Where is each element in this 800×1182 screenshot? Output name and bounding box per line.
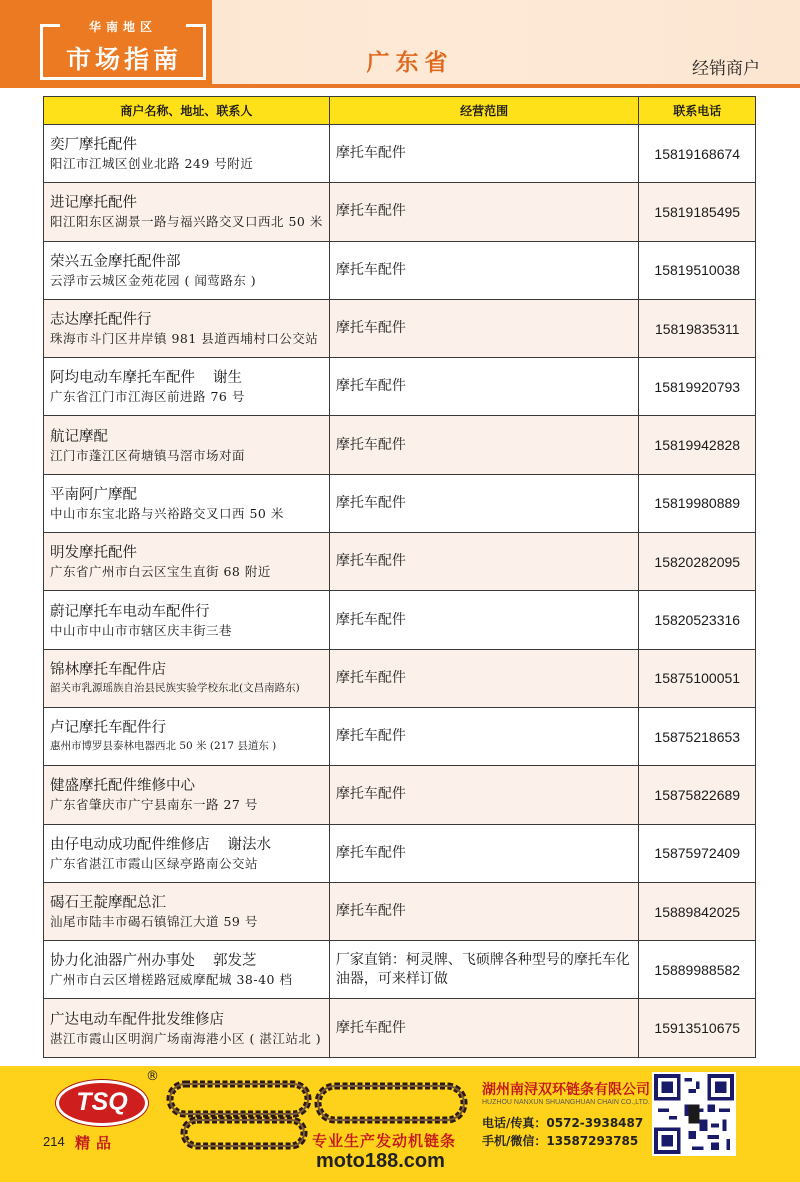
table-row <box>44 882 756 940</box>
merchant-address: 珠海市斗门区井岸镇 981 县道西埔村口公交站 <box>50 331 319 347</box>
merchant-name-text: 协力化油器广州办事处 <box>50 953 195 970</box>
merchant-address: 广东省广州市白云区宝生直街 68 附近 <box>50 564 271 580</box>
phone-number: 15819920793 <box>639 358 756 416</box>
merchant-address: 韶关市乳源瑶族自治县民族实验学校东北(文昌南路东) <box>50 681 300 694</box>
table-row <box>44 707 756 765</box>
phone-number: 15875218653 <box>639 707 756 765</box>
phone-number: 15820523316 <box>639 591 756 649</box>
table-row <box>44 125 756 183</box>
registered-mark: ® <box>146 1069 159 1084</box>
merchant-name-text: 航记摩配 <box>50 428 108 445</box>
phone-number: 15819185495 <box>639 183 756 241</box>
merchant-name <box>50 602 323 622</box>
section-title: 市场指南 <box>65 45 182 74</box>
company-name: 湖州南浔双环链条有限公司 <box>482 1082 650 1098</box>
slogan: 专业生产发动机链条 <box>312 1132 457 1150</box>
phone-number: 15819980889 <box>639 474 756 532</box>
table-row <box>44 183 756 241</box>
merchant-cell <box>44 707 330 765</box>
merchant-name-text: 碣石王靛摩配总汇 <box>50 895 166 911</box>
merchant-cell <box>44 125 330 183</box>
merchant-name-text: 平南阿广摩配 <box>50 486 137 503</box>
business-scope: 摩托车配件 <box>329 766 639 824</box>
table-row <box>44 824 756 882</box>
merchant-name <box>50 193 323 213</box>
company-name-en: HUZHOU NANXUN SHUANGHUAN CHAIN CO.,LTD. <box>482 1099 650 1106</box>
merchant-cell <box>44 299 330 357</box>
merchant-cell <box>44 416 330 474</box>
phone-number: 15875100051 <box>639 649 756 707</box>
merchant-cell <box>44 474 330 532</box>
merchant-name <box>50 252 323 272</box>
website-watermark: moto188.com <box>316 1150 445 1172</box>
merchant-cell <box>44 824 330 882</box>
merchant-address: 阳江市江城区创业北路 249 号附近 <box>50 156 254 172</box>
phone-number: 15820282095 <box>639 533 756 591</box>
phone-number: 15819510038 <box>639 241 756 299</box>
merchant-name <box>50 485 323 505</box>
column-header-phone: 联系电话 <box>639 97 756 125</box>
merchant-address: 阳江阳东区湖景一路与福兴路交叉口西北 50 米 <box>50 214 323 230</box>
table-row <box>44 416 756 474</box>
merchant-cell <box>44 999 330 1057</box>
table-row <box>44 241 756 299</box>
table-row <box>44 358 756 416</box>
merchant-name-text: 明发摩托配件 <box>50 545 137 562</box>
business-scope: 摩托车配件 <box>329 299 639 357</box>
column-header-merchant: 商户名称、地址、联系人 <box>44 97 330 125</box>
table-row <box>44 299 756 357</box>
merchant-name-text: 进记摩托配件 <box>50 195 137 212</box>
business-scope: 摩托车配件 <box>329 824 639 882</box>
merchant-cell <box>44 533 330 591</box>
merchant-name-text: 卢记摩托车配件行 <box>50 720 166 737</box>
qr-code <box>652 1072 736 1156</box>
column-header-scope: 经营范围 <box>329 97 639 125</box>
mobile-wechat <box>482 1132 638 1149</box>
business-scope: 摩托车配件 <box>329 707 639 765</box>
table-row <box>44 649 756 707</box>
business-scope: 摩托车配件 <box>329 882 639 940</box>
merchant-name <box>50 368 323 388</box>
merchant-name <box>50 135 323 155</box>
merchant-cell <box>44 882 330 940</box>
table-row <box>44 999 756 1057</box>
table-row <box>44 941 756 999</box>
table-row <box>44 766 756 824</box>
merchant-cell <box>44 591 330 649</box>
page-number: 214 <box>43 1134 65 1149</box>
mobile-label: 手机/微信： <box>482 1134 547 1148</box>
province-title: 广东省 <box>366 50 454 76</box>
merchant-cell <box>44 941 330 999</box>
merchant-name <box>50 718 323 738</box>
tel-fax <box>482 1114 643 1131</box>
merchant-contact: 谢法水 <box>227 836 271 853</box>
merchant-cell <box>44 766 330 824</box>
merchant-name-text: 由仔电动成功配件维修店 <box>50 836 210 853</box>
tel-number: 0572-3938487 <box>546 1116 644 1130</box>
phone-number: 15889988582 <box>639 941 756 999</box>
merchant-address: 云浮市云城区金苑花园 ( 闻莺路东 ) <box>50 272 257 288</box>
merchant-name <box>50 310 323 330</box>
phone-number: 15819942828 <box>639 416 756 474</box>
merchant-cell <box>44 358 330 416</box>
business-scope: 厂家直销：柯灵牌、飞硕牌各种型号的摩托车化油器，可来样订做 <box>329 941 639 999</box>
merchant-name <box>50 893 323 913</box>
merchant-address: 湛江市霞山区明润广场南海港小区 ( 湛江站北 ) <box>50 1030 322 1046</box>
table-row <box>44 533 756 591</box>
merchant-name <box>50 427 323 447</box>
merchant-contact: 郭发芝 <box>213 953 257 970</box>
phone-number: 15875822689 <box>639 766 756 824</box>
business-scope: 摩托车配件 <box>329 649 639 707</box>
merchant-name <box>50 1010 323 1030</box>
table-header-row <box>44 97 756 125</box>
merchant-contact: 谢生 <box>213 370 242 387</box>
merchant-name-text: 奕厂摩托配件 <box>50 137 137 154</box>
merchant-address: 广东省江门市江海区前进路 76 号 <box>50 389 245 405</box>
merchant-cell <box>44 649 330 707</box>
merchant-name <box>50 660 323 680</box>
merchant-name-text: 广达电动车配件批发维修店 <box>50 1011 224 1028</box>
merchant-name-text: 志达摩托配件行 <box>50 312 152 329</box>
business-scope: 摩托车配件 <box>329 474 639 532</box>
business-scope: 摩托车配件 <box>329 183 639 241</box>
merchant-address: 惠州市博罗县泰林电器西北 50 米 (217 县道东 ) <box>50 740 277 753</box>
merchant-name <box>50 951 323 971</box>
business-scope: 摩托车配件 <box>329 125 639 183</box>
merchant-cell <box>44 183 330 241</box>
merchant-address: 中山市东宝北路与兴裕路交叉口西 50 米 <box>50 505 284 521</box>
phone-number: 15913510675 <box>639 999 756 1057</box>
merchant-address: 中山市中山市市辖区庆丰街三巷 <box>50 622 233 638</box>
category-label: 经销商户 <box>692 59 760 79</box>
phone-number: 15819835311 <box>639 299 756 357</box>
brand-name: TSQ <box>76 1088 128 1116</box>
business-scope: 摩托车配件 <box>329 416 639 474</box>
merchant-name-text: 阿均电动车摩托车配件 <box>50 370 195 387</box>
merchant-name-text: 锦林摩托车配件店 <box>50 661 166 678</box>
quality-label: 精品 <box>75 1134 118 1152</box>
table-row <box>44 474 756 532</box>
table-body <box>44 125 756 1058</box>
business-scope: 摩托车配件 <box>329 999 639 1057</box>
mobile-number: 13587293785 <box>546 1134 639 1148</box>
business-scope: 摩托车配件 <box>329 533 639 591</box>
business-scope: 摩托车配件 <box>329 358 639 416</box>
business-scope: 摩托车配件 <box>329 241 639 299</box>
merchant-name-text: 蔚记摩托车电动车配件行 <box>50 603 210 620</box>
merchant-name <box>50 776 323 796</box>
merchant-name-text: 荣兴五金摩托配件部 <box>50 253 181 270</box>
merchant-address: 汕尾市陆丰市碣石镇锦江大道 59 号 <box>50 914 258 929</box>
merchant-address: 广州市白云区增槎路冠威摩配城 38-40 档 <box>50 972 293 988</box>
merchant-name <box>50 543 323 563</box>
merchant-name <box>50 835 323 855</box>
tel-label: 电话/传真： <box>482 1116 547 1130</box>
merchant-address: 广东省肇庆市广宁县南东一路 27 号 <box>50 797 258 813</box>
business-scope: 摩托车配件 <box>329 591 639 649</box>
merchant-address: 广东省湛江市霞山区绿亭路南公交站 <box>50 855 259 871</box>
phone-number: 15819168674 <box>639 125 756 183</box>
dealer-table <box>43 96 756 1058</box>
phone-number: 15875972409 <box>639 824 756 882</box>
merchant-cell <box>44 241 330 299</box>
phone-number: 15889842025 <box>639 882 756 940</box>
table-row <box>44 591 756 649</box>
merchant-name-text: 健盛摩托配件维修中心 <box>50 778 195 795</box>
region-label: 华南地区 <box>88 20 157 34</box>
merchant-address: 江门市蓬江区荷塘镇马滘市场对面 <box>50 447 246 463</box>
